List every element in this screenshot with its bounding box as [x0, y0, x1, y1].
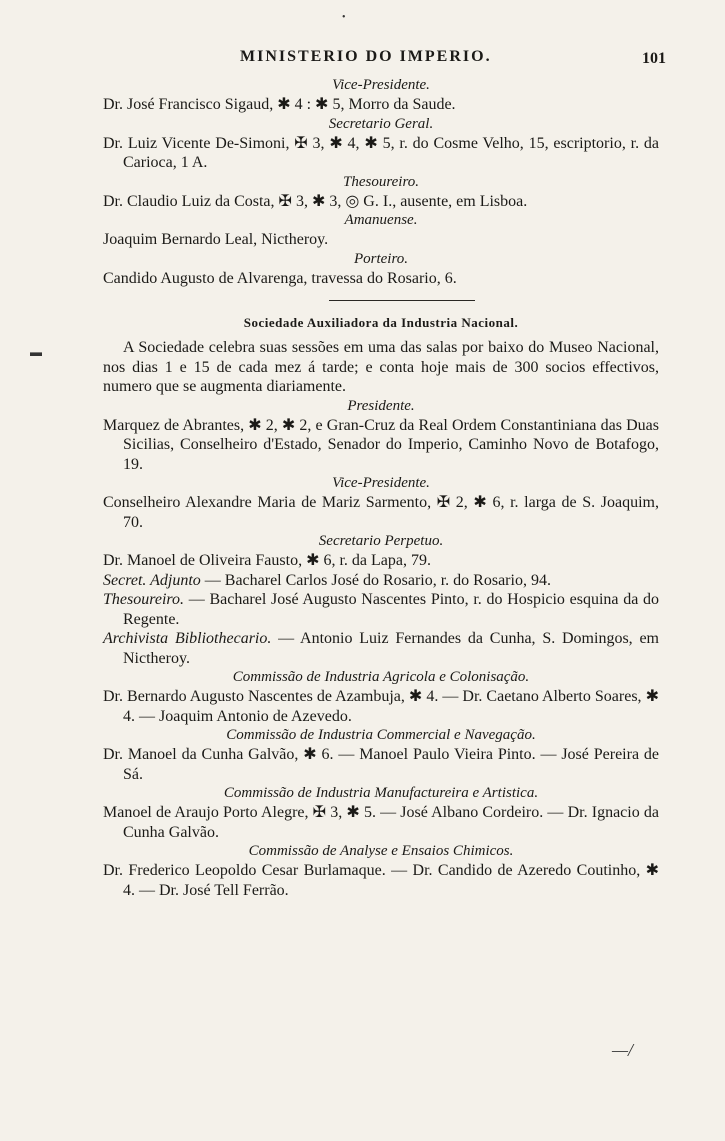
catchword-mark: —/	[612, 1040, 634, 1060]
section-divider	[103, 288, 659, 312]
role-heading: Vice-Presidente.	[332, 77, 430, 93]
labeled-entry	[103, 590, 659, 629]
commission-heading: Commissão de Industria Manufactureira e Artistica.	[223, 785, 539, 801]
section-intro: A Sociedade celebra suas sessões em uma das salas por baixo do Museo Nacional, nos dias 1 e 15 de cada mez á tarde; e conta hoje mais de 300 socios effectivos, numero que se augmenta diariamente.	[103, 339, 659, 395]
person-entry: Marquez de Abrantes, ✱ 2, ✱ 2, e Gran-Cruz da Real Ordem Constantiniana das Duas Sicilias, Conselheiro d'Estado, Senador do Imperio, Caminho Novo de Botafogo, 19.	[103, 416, 659, 473]
commission-heading: Commissão de Industria Agricola e Colonisação.	[232, 669, 530, 685]
labeled-entry	[103, 629, 659, 668]
entry-text: — Antonio Luiz Fernandes da Cunha, S. Domingos, em Nictheroy.	[123, 630, 659, 667]
person-entry: Dr. José Francisco Sigaud, ✱ 4 : ✱ 5, Morro da Saude.	[103, 96, 456, 113]
person-entry: Candido Augusto de Alvarenga, travessa do Rosario, 6.	[103, 269, 457, 287]
header-title: MINISTERIO DO IMPERIO.	[240, 48, 492, 65]
entry-label: Archivista Bibliothecario.	[103, 630, 272, 647]
divider-rule	[329, 300, 475, 301]
person-entry: Dr. Bernardo Augusto Nascentes de Azambuja, ✱ 4. — Dr. Caetano Alberto Soares, ✱ 4. — Joaquim Antonio de Azevedo.	[103, 688, 659, 725]
person-entry: Manoel de Araujo Porto Alegre, ✠ 3, ✱ 5. — José Albano Cordeiro. — Dr. Ignacio da Cunha Galvão.	[103, 804, 659, 841]
page-content	[103, 76, 659, 900]
person-entry: Dr. Claudio Luiz da Costa, ✠ 3, ✱ 3, ◎ G. I., ausente, em Lisboa.	[103, 192, 528, 210]
commission-heading: Commissão de Industria Commercial e Navegação.	[226, 727, 536, 743]
person-entry: Conselheiro Alexandre Maria de Mariz Sarmento, ✠ 2, ✱ 6, r. larga de S. Joaquim, 70.	[103, 494, 659, 531]
print-speck: ▬	[30, 345, 42, 359]
person-entry: Dr. Frederico Leopoldo Cesar Burlamaque. — Dr. Candido de Azeredo Coutinho, ✱ 4. — Dr. José Tell Ferrão.	[103, 862, 659, 899]
role-heading: Secretario Perpetuo.	[318, 533, 444, 549]
role-heading: Secretario Geral.	[328, 115, 434, 132]
entry-label: Thesoureiro.	[103, 591, 185, 608]
commission-heading: Commissão de Analyse e Ensaios Chimicos.	[248, 843, 514, 859]
person-entry: Dr. Luiz Vicente De-Simoni, ✠ 3, ✱ 4, ✱ 5, r. do Cosme Velho, 15, escriptorio, r. da Carioca, 1 A.	[103, 134, 659, 171]
section-title: Sociedade Auxiliadora da Industria Nacional.	[243, 315, 519, 330]
page-number: 101	[642, 50, 666, 67]
role-heading: Presidente.	[347, 397, 415, 414]
role-heading: Vice-Presidente.	[332, 475, 430, 491]
role-heading: Porteiro.	[353, 250, 409, 267]
entry-text: — Bacharel José Augusto Nascentes Pinto, r. do Hospicio esquina da do Regente.	[123, 591, 659, 628]
role-heading: Amanuense.	[344, 212, 418, 228]
person-entry: Joaquim Bernardo Leal, Nictheroy.	[103, 231, 329, 248]
person-entry: Dr. Manoel da Cunha Galvão, ✱ 6. — Manoel Paulo Vieira Pinto. — José Pereira de Sá.	[103, 746, 659, 783]
person-entry: Dr. Manoel de Oliveira Fausto, ✱ 6, r. da Lapa, 79.	[103, 552, 431, 569]
print-speck: •	[342, 12, 346, 23]
labeled-entry	[103, 571, 659, 591]
entry-text: — Bacharel Carlos José do Rosario, r. do Rosario, 94.	[200, 571, 551, 589]
running-header	[0, 48, 725, 72]
entry-label: Secret. Adjunto	[103, 571, 201, 589]
role-heading: Thesoureiro.	[343, 173, 419, 190]
